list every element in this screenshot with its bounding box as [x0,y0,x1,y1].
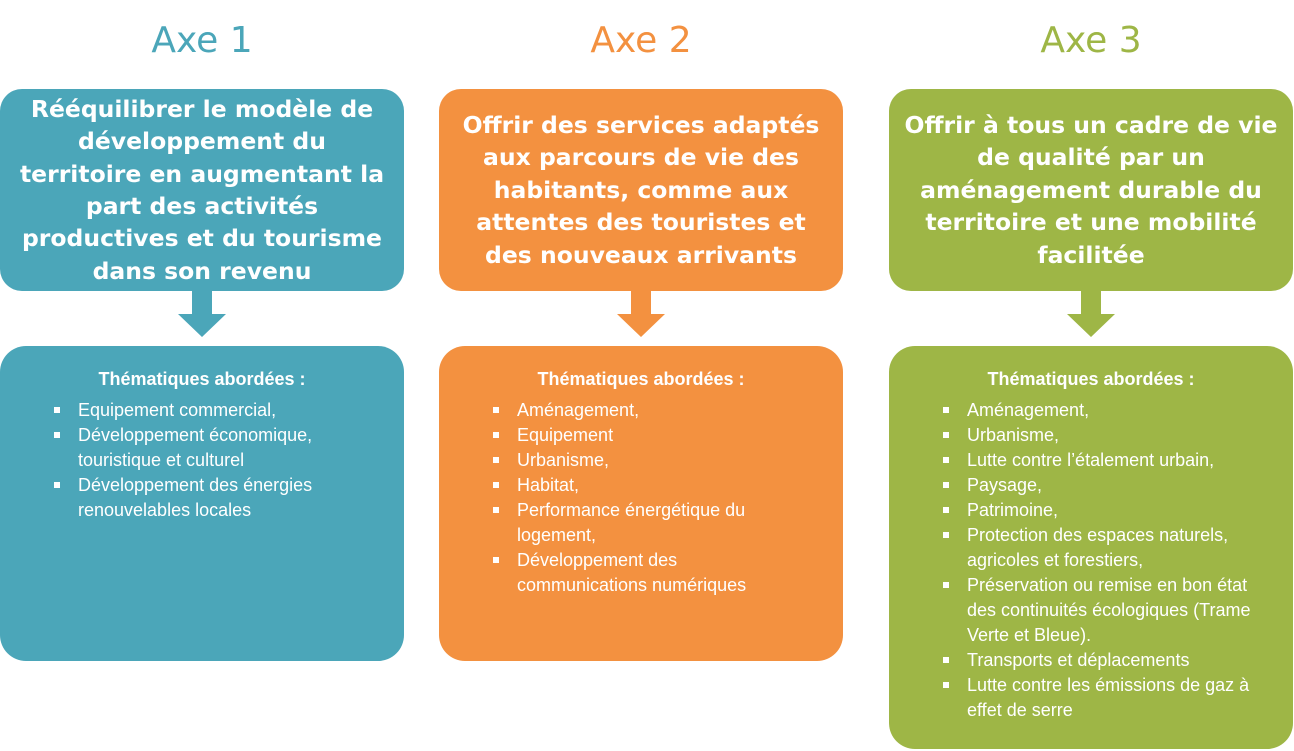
axe-3-title: Axe 3 [1040,20,1142,61]
axe-2-themes-title: Thématiques abordées : [537,369,745,389]
axe-1-title: Axe 1 [151,20,253,61]
theme-item: Performance énergétique du logement, [517,498,807,548]
axe-2-down-arrow-icon [617,291,665,337]
theme-item: Equipement [517,423,807,448]
axe-3-themes-title: Thématiques abordées : [987,369,1195,389]
theme-item: Lutte contre l’étalement urbain, [967,448,1267,473]
theme-item: Urbanisme, [517,448,807,473]
axe-2-themes-box [439,346,843,661]
axe-1-down-arrow-icon [178,291,226,337]
theme-item: Urbanisme, [967,423,1267,448]
theme-item: Transports et déplacements [967,648,1267,673]
theme-item: Développement des énergies renouvelables locales [78,473,368,523]
axe-3-down-arrow-icon [1067,291,1115,337]
axe-2-title: Axe 2 [590,20,692,61]
axe-1-themes-list [0,398,368,523]
axe-1-objective-box [0,89,404,291]
axe-2-themes-list [439,398,807,598]
axe-3-themes-list [889,398,1267,723]
theme-item: Aménagement, [967,398,1267,423]
axe-3-objective-box [889,89,1293,291]
theme-item: Développement des communications numériques [517,548,807,598]
axe-1-themes-box [0,346,404,661]
theme-item: Patrimoine, [967,498,1267,523]
theme-item: Habitat, [517,473,807,498]
theme-item: Aménagement, [517,398,807,423]
theme-item: Préservation ou remise en bon état des continuités écologiques (Trame Verte et Bleue). [967,573,1267,648]
axe-1-themes-title: Thématiques abordées : [98,369,306,389]
theme-item: Développement économique, touristique et culturel [78,423,368,473]
axe-1-objective-text: Rééquilibrer le modèle de développement du territoire en augmentant la part des activités productives et du tourisme dans son revenu [19,94,385,285]
axe-2-objective-box [439,89,843,291]
theme-item: Paysage, [967,473,1267,498]
theme-item: Equipement commercial, [78,398,368,423]
axe-3-objective-text: Offrir à tous un cadre de vie de qualité par un aménagement durable du territoire et une mobilité facilitée [904,110,1278,269]
theme-item: Protection des espaces naturels, agricoles et forestiers, [967,523,1267,573]
theme-item: Lutte contre les émissions de gaz à effet de serre [967,673,1267,723]
axe-3-themes-box [889,346,1293,749]
axe-2-objective-text: Offrir des services adaptés aux parcours de vie des habitants, comme aux attentes des touristes et des nouveaux arrivants [462,110,820,269]
